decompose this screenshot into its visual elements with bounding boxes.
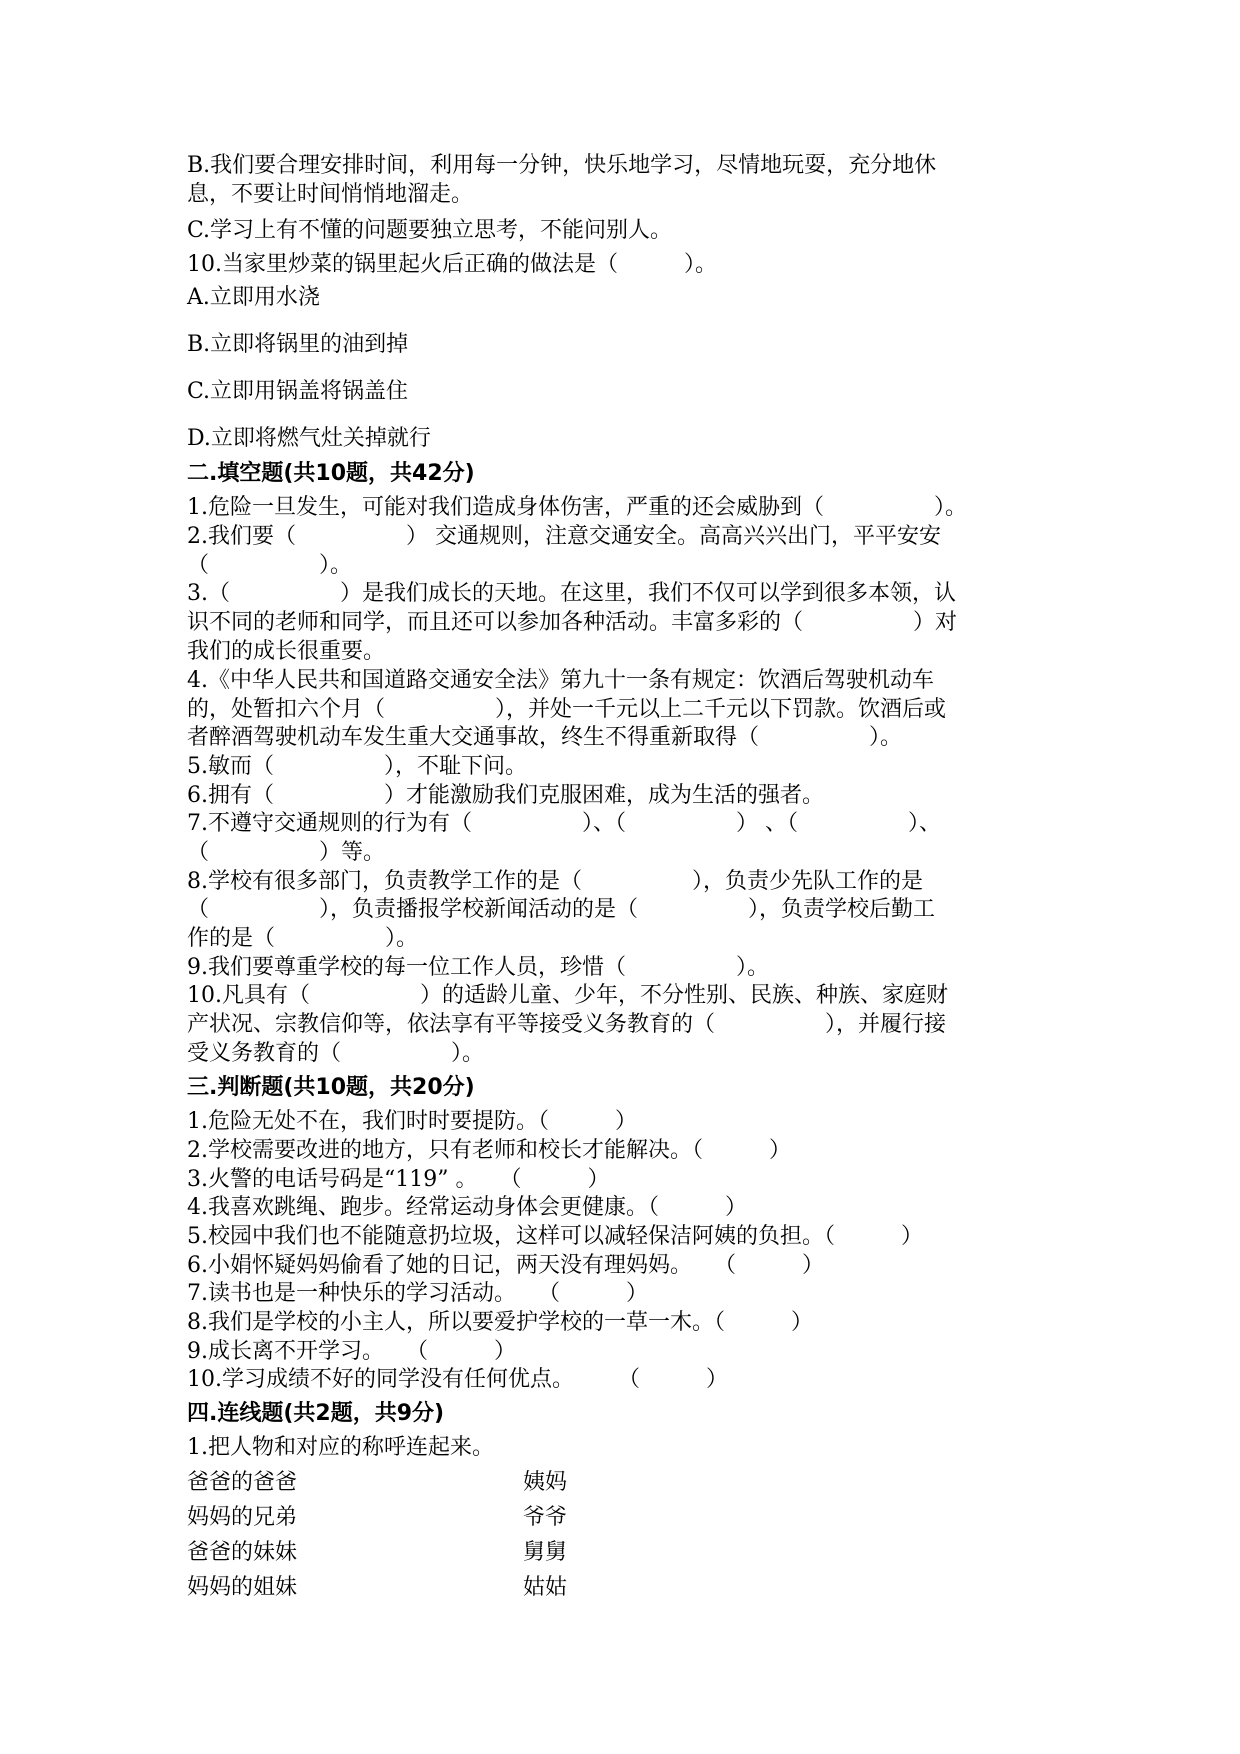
fill-line: 10.凡具有（ ）的适龄儿童、少年，不分性别、民族、种族、家庭财	[187, 983, 948, 1008]
fill-line: 者醉酒驾驶机动车发生重大交通事故，终生不得重新取得（ ）。	[187, 725, 903, 750]
judge-question: 1.危险无处不在，我们时时要提防。（ ）	[187, 1109, 637, 1134]
mc-q10-option-c: C.立即用锅盖将锅盖住	[187, 379, 409, 404]
fill-line: 我们的成长很重要。	[187, 639, 386, 664]
fill-line: （ ）等。	[187, 840, 386, 865]
judge-question: 5.校园中我们也不能随意扔垃圾，这样可以减轻保洁阿姨的负担。（ ）	[187, 1224, 923, 1249]
fill-line: 受义务教育的（ ）。	[187, 1041, 485, 1066]
match-left-item: 爸爸的妹妹	[187, 1540, 298, 1565]
fill-line: 3.（ ）是我们成长的天地。在这里，我们不仅可以学到很多本领，认	[187, 581, 956, 606]
fill-section-heading: 二.填空题(共10题，共42分)	[187, 461, 475, 486]
fill-line: 产状况、宗教信仰等，依法享有平等接受义务教育的（ ），并履行接	[187, 1012, 947, 1037]
judge-question: 10.学习成绩不好的同学没有任何优点。 （ ）	[187, 1367, 728, 1392]
judge-question: 3.火警的电话号码是“119” 。 （ ）	[187, 1167, 610, 1192]
judge-question: 6.小娟怀疑妈妈偷看了她的日记，两天没有理妈妈。 （ ）	[187, 1253, 824, 1278]
fill-line: （ ），负责播报学校新闻活动的是（ ），负责学校后勤工	[187, 897, 936, 922]
judge-question: 7.读书也是一种快乐的学习活动。 （ ）	[187, 1281, 648, 1306]
mc-q9-option-c: C.学习上有不懂的问题要独立思考，不能问别人。	[187, 218, 673, 243]
mc-q10-option-d: D.立即将燃气灶关掉就行	[187, 426, 431, 451]
judge-question: 4.我喜欢跳绳、跑步。经常运动身体会更健康。（ ）	[187, 1195, 747, 1220]
fill-line: 作的是（ ）。	[187, 926, 419, 951]
fill-line: 4.《中华人民共和国道路交通安全法》第九十一条有规定：饮酒后驾驶机动车	[187, 668, 934, 693]
fill-line: 2.我们要（ ） 交通规则，注意交通安全。高高兴兴出门，平平安安	[187, 524, 941, 549]
mc-q10-option-a: A.立即用水浇	[187, 285, 320, 310]
fill-line: 5.敏而（ ），不耻下问。	[187, 754, 527, 779]
match-right-item: 姨妈	[523, 1470, 568, 1495]
fill-line: 9.我们要尊重学校的每一位工作人员，珍惜（ ）。	[187, 955, 769, 980]
match-left-item: 妈妈的姐妹	[187, 1575, 298, 1600]
match-right-item: 舅舅	[523, 1540, 568, 1565]
judge-question: 8.我们是学校的小主人，所以要爱护学校的一草一木。（ ）	[187, 1310, 813, 1335]
match-right-item: 姑姑	[523, 1575, 568, 1600]
match-right-item: 爷爷	[523, 1505, 568, 1530]
match-section-heading: 四.连线题(共2题，共9分)	[187, 1401, 445, 1426]
match-question: 1.把人物和对应的称呼连起来。	[187, 1435, 494, 1460]
fill-line: 识不同的老师和同学，而且还可以参加各种活动。丰富多彩的（ ）对	[187, 610, 958, 635]
fill-line: 的，处暂扣六个月（ ），并处一千元以上二千元以下罚款。饮酒后或	[187, 697, 947, 722]
mc-q9-option-b-line1: B.我们要合理安排时间，利用每一分钟，快乐地学习，尽情地玩耍，充分地休	[187, 153, 937, 178]
fill-line: 8.学校有很多部门，负责教学工作的是（ ），负责少先队工作的是	[187, 869, 923, 894]
fill-line: 1.危险一旦发生，可能对我们造成身体伤害，严重的还会威胁到（ ）。	[187, 495, 967, 520]
mc-q9-option-b-line2: 息，不要让时间悄悄地溜走。	[187, 182, 474, 207]
mc-q10-question: 10.当家里炒菜的锅里起火后正确的做法是（ ）。	[187, 252, 717, 277]
fill-line: （ ）。	[187, 553, 353, 578]
mc-q10-option-b: B.立即将锅里的油到掉	[187, 332, 409, 357]
fill-line: 6.拥有（ ）才能激励我们克服困难，成为生活的强者。	[187, 783, 824, 808]
fill-line: 7.不遵守交通规则的行为有（ ）、（ ） 、（ ）、	[187, 811, 941, 836]
judge-question: 2.学校需要改进的地方，只有老师和校长才能解决。（ ）	[187, 1138, 791, 1163]
match-left-item: 妈妈的兄弟	[187, 1505, 298, 1530]
judge-section-heading: 三.判断题(共10题，共20分)	[187, 1075, 475, 1100]
judge-question: 9.成长离不开学习。 （ ）	[187, 1339, 516, 1364]
match-left-item: 爸爸的爸爸	[187, 1470, 298, 1495]
